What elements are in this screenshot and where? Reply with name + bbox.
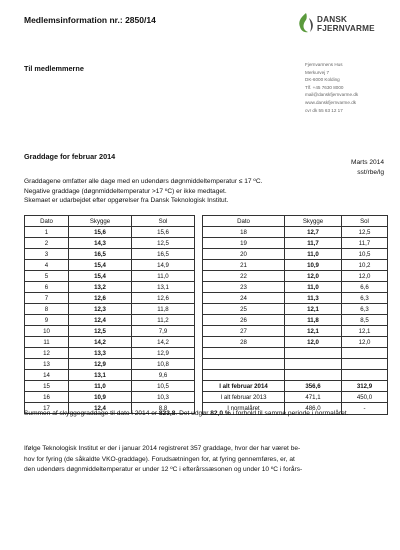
table-row xyxy=(25,337,195,348)
summary-text: i forhold til samme periode i normalåret. xyxy=(230,410,349,417)
summary-value-percent: 82,0 % xyxy=(210,410,231,417)
table-cell: 13 xyxy=(25,359,69,370)
table-cell: 4 xyxy=(25,260,69,271)
table-cell: 12,0 xyxy=(285,271,342,282)
table-row xyxy=(25,282,195,293)
table-row xyxy=(25,315,195,326)
logo-text-line1: DANSK xyxy=(317,15,348,24)
address-line: Fjernvarmens Hus xyxy=(305,62,343,67)
table-cell: 312,9 xyxy=(342,381,388,392)
table-row xyxy=(25,326,195,337)
summary-text: Summen af skyggegraddage til dato i 2014 er xyxy=(24,410,159,417)
totals-row xyxy=(203,381,388,392)
intro-text xyxy=(24,177,262,206)
table-row xyxy=(25,227,195,238)
table-cell xyxy=(203,370,285,381)
table-cell: 11,0 xyxy=(132,271,195,282)
table-cell: 12,1 xyxy=(285,326,342,337)
table-cell: 17 xyxy=(25,403,69,414)
table-cell: 16,5 xyxy=(69,249,132,260)
table-row xyxy=(203,238,388,249)
table-row xyxy=(25,271,195,282)
table-cell: 12,1 xyxy=(285,304,342,315)
table-cell: 7,9 xyxy=(132,326,195,337)
table-row xyxy=(25,238,195,249)
date-reference xyxy=(351,158,384,177)
column-header-shade: Skygge xyxy=(69,216,132,227)
paragraph-line: hov for fyring (de såkaldte VKO-graddage). Forudsætningen for, at fyring gennemføres, er, at xyxy=(24,455,295,463)
table-cell: 11,0 xyxy=(69,381,132,392)
logo-text-line2: FJERNVARME xyxy=(317,24,375,33)
table-cell: 14,2 xyxy=(132,337,195,348)
table-cell: 10 xyxy=(25,326,69,337)
table-row xyxy=(25,370,195,381)
table-cell: 20 xyxy=(203,249,285,260)
table-cell: 22 xyxy=(203,271,285,282)
table-row xyxy=(25,260,195,271)
totals-row xyxy=(203,392,388,403)
table-cell xyxy=(285,348,342,359)
table-cell xyxy=(342,370,388,381)
table-cell: 11,7 xyxy=(342,238,388,249)
table-row xyxy=(203,315,388,326)
table-cell: 27 xyxy=(203,326,285,337)
column-header-sun: Sol xyxy=(342,216,388,227)
table-cell: 15,4 xyxy=(69,271,132,282)
table-cell: 13,1 xyxy=(132,282,195,293)
table-cell xyxy=(203,348,285,359)
table-row-empty xyxy=(203,348,388,359)
table-row xyxy=(203,282,388,293)
document-title: Medlemsinformation nr.: 2850/14 xyxy=(24,15,156,25)
table-cell: 14 xyxy=(25,370,69,381)
recipient-line: Til medlemmerne xyxy=(24,64,84,73)
table-cell: 1 xyxy=(25,227,69,238)
table-row xyxy=(203,326,388,337)
address-line: mail@danskfjernvarme.dk xyxy=(305,92,359,98)
table-cell: 13,1 xyxy=(69,370,132,381)
column-header-sun: Sol xyxy=(132,216,195,227)
table-cell: 11,8 xyxy=(132,304,195,315)
table-cell: 6,6 xyxy=(342,282,388,293)
table-row xyxy=(203,249,388,260)
table-row-empty xyxy=(203,370,388,381)
summary-value-total: 823,8 xyxy=(158,410,176,417)
table-cell: 12,4 xyxy=(69,403,132,414)
table-cell: 16,5 xyxy=(132,249,195,260)
table-cell: 12,0 xyxy=(285,337,342,348)
table-cell: 12,9 xyxy=(132,348,195,359)
column-header-date: Dato xyxy=(203,216,285,227)
table-cell: I normalåret xyxy=(203,403,285,414)
table-cell: 18 xyxy=(203,227,285,238)
table-cell: 12,0 xyxy=(342,337,388,348)
table-cell: 12,9 xyxy=(69,359,132,370)
summary-paragraph xyxy=(24,409,384,420)
table-row xyxy=(25,359,195,370)
table-cell: 10,5 xyxy=(132,381,195,392)
table-row xyxy=(25,249,195,260)
intro-line: Negative graddage (døgnmiddeltemperatur >17 ºC) er ikke medtaget. xyxy=(24,187,227,195)
table-cell xyxy=(203,359,285,370)
table-cell: 12,1 xyxy=(342,326,388,337)
summary-text: . Det udgør xyxy=(175,410,211,417)
table-cell xyxy=(342,348,388,359)
degree-days-table-left xyxy=(24,215,195,414)
table-cell: 15,6 xyxy=(132,227,195,238)
address-line: Merkurvej 7 xyxy=(305,69,329,75)
table-cell: 24 xyxy=(203,293,285,304)
paragraph-line: den udendørs døgnmiddeltemperatur er under 12 ºC i efterårssæsonen og under 10 ºC i forårs- xyxy=(24,466,303,473)
table-cell: 12,5 xyxy=(69,326,132,337)
table-cell: 6,3 xyxy=(342,304,388,315)
table-cell: 471,1 xyxy=(285,392,342,403)
table-cell: 8 xyxy=(25,304,69,315)
table-cell: 450,0 xyxy=(342,392,388,403)
intro-line: Skemaet er udarbejdet efter opgørelser fra Dansk Teknologisk Institut. xyxy=(24,197,229,204)
table-cell: 7 xyxy=(25,293,69,304)
table-row-empty xyxy=(203,359,388,370)
dansk-fjernvarme-logo xyxy=(296,12,386,36)
table-cell: 11,0 xyxy=(285,249,342,260)
table-cell: 8,8 xyxy=(132,403,195,414)
table-cell: 14,9 xyxy=(132,260,195,271)
table-cell: 12,6 xyxy=(69,293,132,304)
table-cell: 5 xyxy=(25,271,69,282)
table-cell: 12,0 xyxy=(342,271,388,282)
sender-address xyxy=(305,61,358,114)
table-cell: 9,6 xyxy=(132,370,195,381)
table-cell: 356,6 xyxy=(285,381,342,392)
table-cell: 10,5 xyxy=(342,249,388,260)
table-cell xyxy=(285,359,342,370)
date-line: Marts 2014 xyxy=(351,159,384,166)
subject-heading: Graddage for februar 2014 xyxy=(24,152,116,161)
table-cell: 11,0 xyxy=(285,282,342,293)
table-cell: I alt februar 2013 xyxy=(203,392,285,403)
table-cell: 486,0 xyxy=(285,403,342,414)
table-cell: 12,7 xyxy=(285,227,342,238)
flame-logo-icon xyxy=(296,12,316,34)
table-row xyxy=(25,293,195,304)
table-cell: 10,2 xyxy=(342,260,388,271)
address-line: www.danskfjernvarme.dk xyxy=(305,99,357,105)
column-header-shade: Skygge xyxy=(285,216,342,227)
table-cell: 14,3 xyxy=(69,238,132,249)
table-cell: 3 xyxy=(25,249,69,260)
table-cell: 12,3 xyxy=(69,304,132,315)
table-cell xyxy=(285,370,342,381)
degree-days-table-right xyxy=(202,215,388,415)
table-cell: 12,5 xyxy=(132,238,195,249)
table-cell: 10,8 xyxy=(132,359,195,370)
table-cell: 19 xyxy=(203,238,285,249)
table-cell: 15 xyxy=(25,381,69,392)
table-cell: 21 xyxy=(203,260,285,271)
table-row xyxy=(203,293,388,304)
address-line: Tlf. +45 7630 8000 xyxy=(305,84,344,90)
table-cell: 11,3 xyxy=(285,293,342,304)
table-cell: 28 xyxy=(203,337,285,348)
table-row xyxy=(203,271,388,282)
table-cell: 6,3 xyxy=(342,293,388,304)
table-row xyxy=(25,381,195,392)
table-cell: 14,2 xyxy=(69,337,132,348)
reference-line: sst/rbe/lg xyxy=(357,168,384,176)
intro-line: Graddagene omfatter alle dage med en udendørs døgnmiddeltemperatur ≤ 17 ºC. xyxy=(24,178,263,185)
table-cell: 12,5 xyxy=(342,227,388,238)
table-cell: 8,5 xyxy=(342,315,388,326)
address-line: cvr dk 55 63 12 17 xyxy=(305,107,343,113)
table-row xyxy=(203,304,388,315)
column-header-date: Dato xyxy=(25,216,69,227)
table-cell: 26 xyxy=(203,315,285,326)
table-cell: 10,3 xyxy=(132,392,195,403)
table-cell: 12,4 xyxy=(69,315,132,326)
paragraph-line: Ifølge Teknologisk Institut er der i januar 2014 registreret 357 graddage, hvor der har været be- xyxy=(24,445,301,452)
table-cell: 13,3 xyxy=(69,348,132,359)
table-row xyxy=(203,337,388,348)
table-cell: 13,2 xyxy=(69,282,132,293)
table-cell: 25 xyxy=(203,304,285,315)
table-cell: 10,9 xyxy=(285,260,342,271)
table-cell: 23 xyxy=(203,282,285,293)
address-line: DK-6000 Kolding xyxy=(305,77,340,83)
table-cell: 9 xyxy=(25,315,69,326)
table-row xyxy=(25,304,195,315)
table-cell: 11,2 xyxy=(132,315,195,326)
table-cell: 11,8 xyxy=(285,315,342,326)
table-cell xyxy=(342,359,388,370)
table-cell: 2 xyxy=(25,238,69,249)
table-cell: 15,6 xyxy=(69,227,132,238)
table-cell: 12 xyxy=(25,348,69,359)
table-cell: - xyxy=(342,403,388,414)
vko-paragraph xyxy=(24,444,386,476)
table-row xyxy=(203,260,388,271)
table-row xyxy=(203,227,388,238)
table-cell: 12,6 xyxy=(132,293,195,304)
table-row xyxy=(25,348,195,359)
table-cell: 15,4 xyxy=(69,260,132,271)
table-row xyxy=(25,392,195,403)
table-cell: I alt februar 2014 xyxy=(203,381,285,392)
table-cell: 10,9 xyxy=(69,392,132,403)
table-cell: 16 xyxy=(25,392,69,403)
table-cell: 6 xyxy=(25,282,69,293)
table-cell: 11,7 xyxy=(285,238,342,249)
table-cell: 11 xyxy=(25,337,69,348)
